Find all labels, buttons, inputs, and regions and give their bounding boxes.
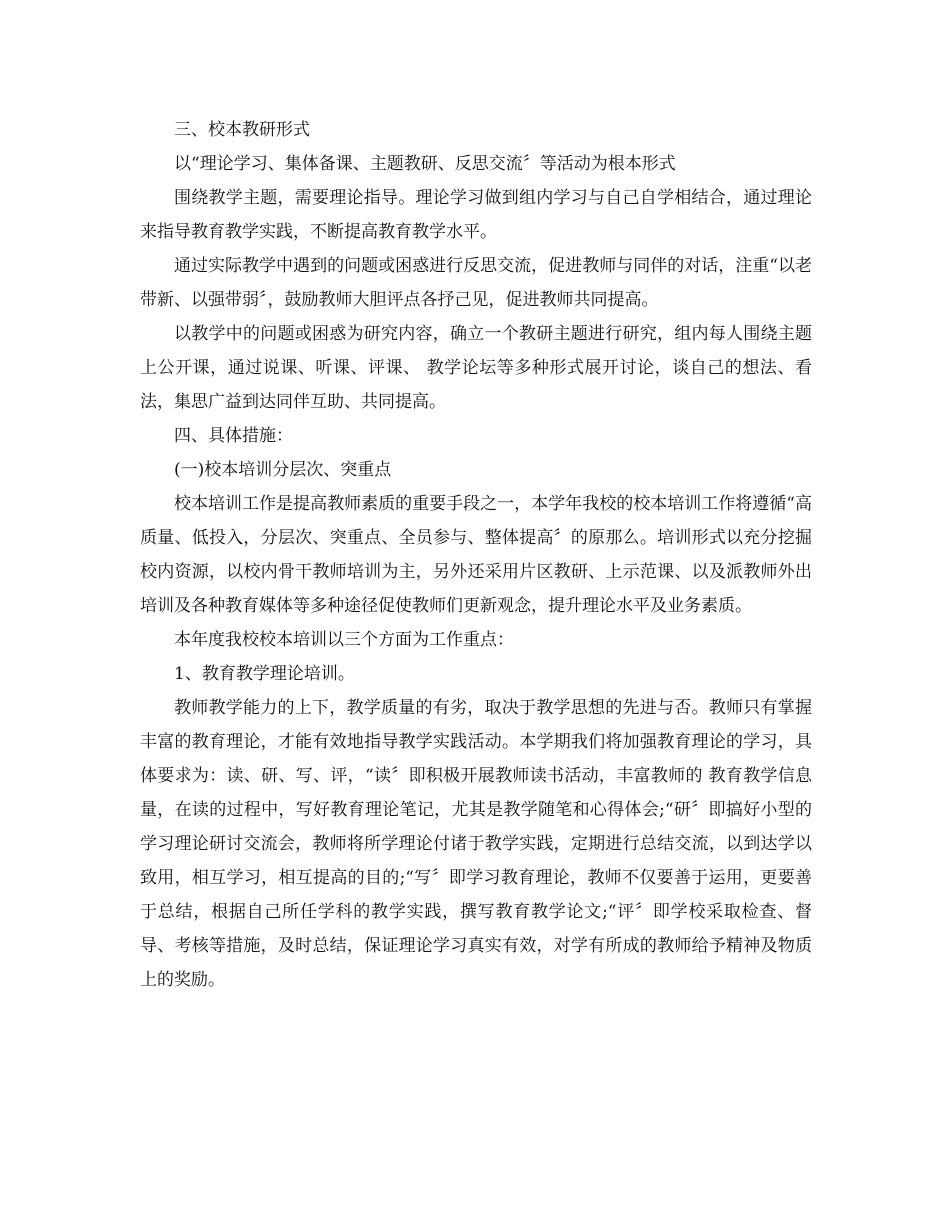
- paragraph: 围绕教学主题，需要理论指导。理论学习做到组内学习与自己自学相结合，通过理论来指导教育教学实践，不断提高教育教学水平。: [140, 188, 812, 242]
- paragraph: 教师教学能力的上下，教学质量的有劣，取决于教学思想的先进与否。教师只有掌握丰富的教育理论，才能有效地指导教学实践活动。本学期我们将加强教育理论的学习，具体要求为：读、研、写、评，“读〞即积极开展教师读书活动，丰富教师的 教育教学信息量，在读的过程中，写好教育理论笔记，尤其是教学随笔和心得体会;“研〞即搞好小型的学习理论研讨交流会，教师将所学理论付诸于教学实践，定期进行总结交流，以到达学以致用，相互学习，相互提高的目的;“写〞即学习教育理论，教师不仅要善于运用，更要善于总结，根据自己所任学科的教学实践，撰写教育教学论文;“评〞即学校采取检查、督导、考核等措施，及时总结，保证理论学习真实有效，对学有所成的教师给予精神及物质上的奖励。: [140, 698, 812, 990]
- document-body: [140, 113, 812, 997]
- subsection-heading-1: (一)校本培训分层次、突重点: [174, 460, 392, 480]
- paragraph: 以“理论学习、集体备课、主题教研、反思交流〞等活动为根本形式: [174, 154, 676, 174]
- section-heading-4: 四、具体措施：: [174, 426, 293, 446]
- paragraph: 本年度我校校本培训以三个方面为工作重点：: [174, 630, 514, 650]
- paragraph: 校本培训工作是提高教师素质的重要手段之一，本学年我校的校本培训工作将遵循“高质量、低投入，分层次、突重点、全员参与、整体提高〞的原那么。培训形式以充分挖掘校内资源，以校内骨干教师培训为主，另外还采用片区教研、上示范课、以及派教师外出培训及各种教育媒体等多种途径促使教师们更新观念，提升理论水平及业务素质。: [140, 494, 812, 616]
- section-heading-3: 三、校本教研形式: [174, 120, 310, 140]
- paragraph: 通过实际教学中遇到的问题或困惑进行反思交流，促进教师与同伴的对话，注重“以老带新、以强带弱〞，鼓励教师大胆评点各抒己见，促进教师共同提高。: [140, 256, 812, 310]
- paragraph: 以教学中的问题或困惑为研究内容，确立一个教研主题进行研究，组内每人围绕主题上公开课，通过说课、听课、评课、 教学论坛等多种形式展开讨论，谈自己的想法、看法，集思广益到达同伴互助、共同提高。: [140, 324, 812, 412]
- list-item-heading: 1、教育教学理论培训。: [174, 664, 355, 684]
